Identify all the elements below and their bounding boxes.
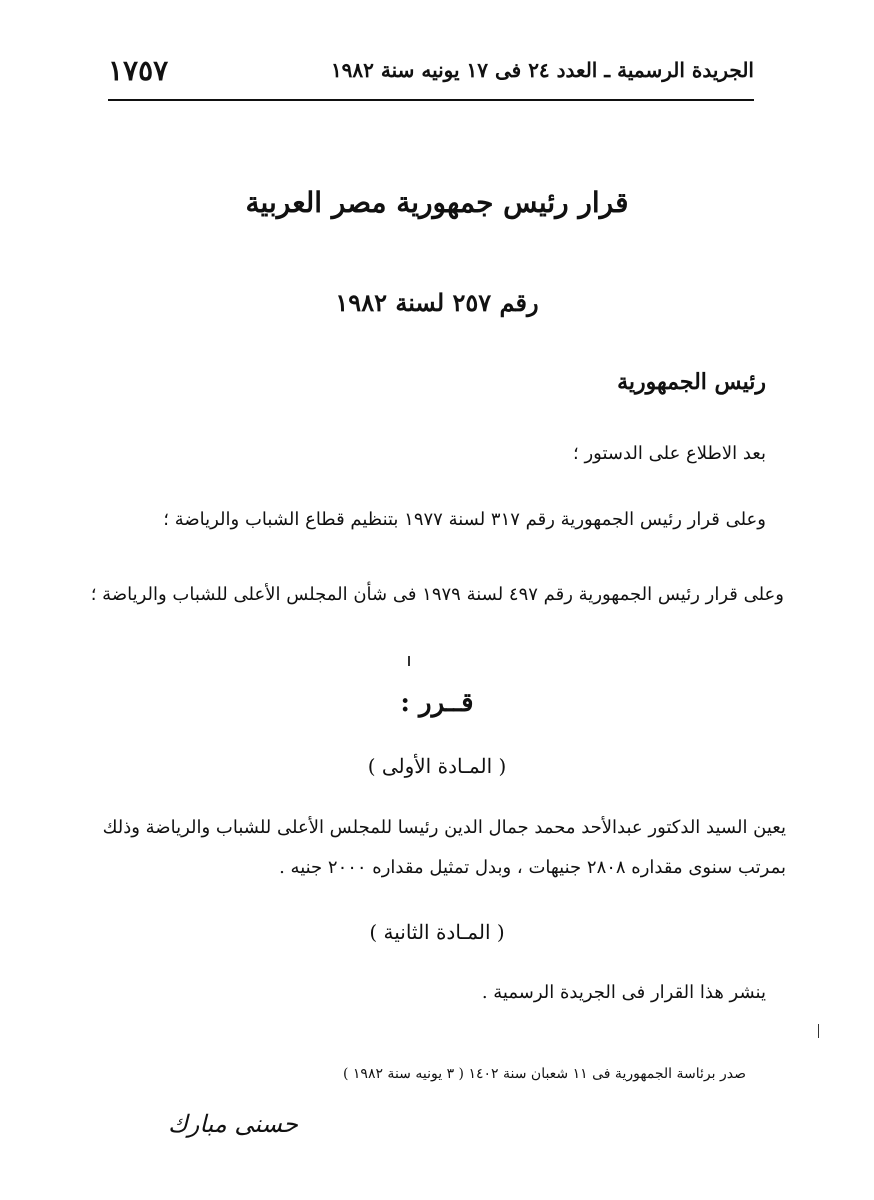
scan-speck (408, 656, 410, 666)
signature: حسنى مبارك (168, 1110, 298, 1138)
article-heading: ( المـادة الثانية ) (369, 920, 505, 944)
preamble-item: وعلى قرار رئيس الجمهورية رقم ٤٩٧ لسنة ١٩٧٩ فى شأن المجلس الأعلى للشباب والرياضة ؛ (90, 584, 784, 605)
page-header (108, 54, 754, 94)
decree-number: رقم ٢٥٧ لسنة ١٩٨٢ (335, 288, 539, 317)
decided-heading: قــرر : (400, 688, 474, 718)
article-text: ينشر هذا القرار فى الجريدة الرسمية . (481, 982, 766, 1003)
scan-speck (818, 1024, 819, 1038)
issuance-statement: صدر برئاسة الجمهورية فى ١١ شعبان سنة ١٤٠٢ ( ٣ يونيه سنة ١٩٨٢ ) (342, 1066, 746, 1082)
header-divider (108, 99, 754, 101)
article-text: يعين السيد الدكتور عبدالأحد محمد جمال الدين رئيسا للمجلس الأعلى للشباب والرياضة وذلك بمرتب سنوى مقداره ٢٨٠٨ جنيهات ، وبدل تمثيل مقداره ٢٠٠٠ جنيه . (102, 817, 786, 878)
issuing-authority: رئيس الجمهورية (617, 369, 766, 395)
decree-title: قرار رئيس جمهورية مصر العربية (245, 186, 629, 219)
page-number: ١٧٥٧ (108, 54, 169, 87)
preamble-item: بعد الاطلاع على الدستور ؛ (573, 443, 766, 464)
gazette-title: الجريدة الرسمية ـ العدد ٢٤ فى ١٧ يونيه سنة ١٩٨٢ (330, 58, 754, 82)
preamble-item: وعلى قرار رئيس الجمهورية رقم ٣١٧ لسنة ١٩٧٧ بتنظيم قطاع الشباب والرياضة ؛ (163, 509, 766, 530)
article-heading: ( المـادة الأولى ) (367, 754, 507, 778)
